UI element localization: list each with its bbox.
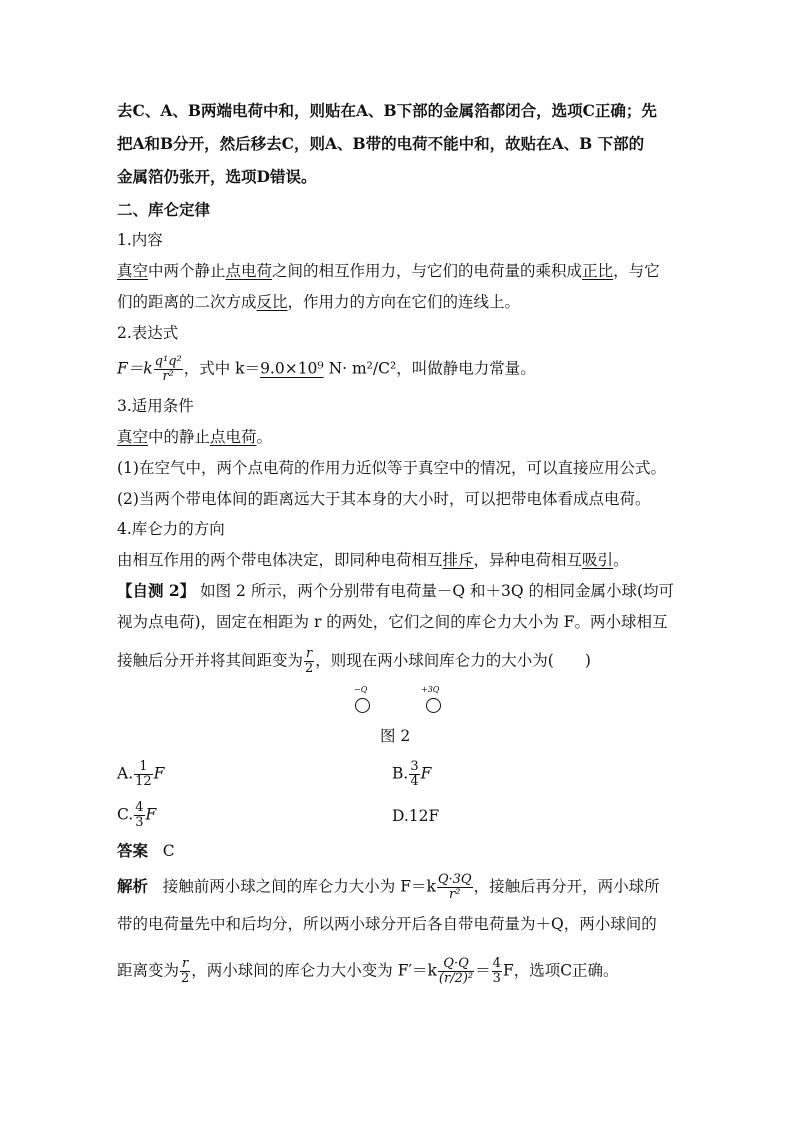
text: ，与它 <box>613 262 660 280</box>
text: 们的距离的二次方成 <box>117 293 257 311</box>
s3-item1: (1)在空气中，两个点电荷的作用力近似等于真空中的情况，可以直接应用公式。 <box>117 459 666 477</box>
option-c <box>117 801 156 830</box>
analysis-fraction-3 <box>438 957 474 986</box>
blank-constant: 9.0×10⁹ <box>260 359 324 378</box>
option-a-fraction <box>134 760 153 789</box>
s4-heading: 4.库仑力的方向 <box>117 520 225 538</box>
option-d: D.12F <box>392 807 440 825</box>
para1-line2: 把A和B分开，然后移去C，则A、B带的电荷不能中和，故贴在A、B 下部的 <box>117 134 645 153</box>
fraction-numerator: 1 <box>134 760 153 775</box>
option-b-suffix: F <box>420 764 432 783</box>
text: 距离变为 <box>117 961 180 980</box>
s1-heading: 1.内容 <box>117 231 163 249</box>
blank-attract: 吸引 <box>582 551 614 569</box>
text: ，接触后再分开，两小球所 <box>473 877 660 896</box>
fraction-numerator: 3 <box>410 759 419 774</box>
analysis-line3 <box>117 957 677 986</box>
para1-line1: 去C、A、B两端电荷中和，则贴在A、B下部的金属箔都闭合，选项C正确；先 <box>117 101 657 120</box>
option-b-prefix: B. <box>392 764 409 783</box>
option-c-prefix: C. <box>117 805 134 824</box>
question-line3 <box>117 647 677 676</box>
question-tag: 【自测 2】 <box>117 581 196 600</box>
text: ，异种电荷相互 <box>473 551 583 569</box>
answer-value: C <box>162 842 175 860</box>
fraction-denominator: 3 <box>492 971 501 986</box>
fraction-denominator: 4 <box>410 774 419 789</box>
charge-label-right: +3Q <box>421 685 440 694</box>
s3-heading: 3.适用条件 <box>117 397 194 415</box>
text: ，作用力的方向在它们的连线上。 <box>287 293 521 311</box>
analysis-line2: 带的电荷量先中和后均分，所以两小球分开后各自带电荷量为＋Q，两小球间的 <box>117 915 657 933</box>
s4-line1 <box>117 549 677 571</box>
option-b-fraction <box>409 760 419 789</box>
text: N· m²/C²，叫做静电力常量。 <box>323 359 536 378</box>
fraction-denominator: r² <box>449 887 461 902</box>
fraction-numerator: r <box>180 957 190 972</box>
option-c-suffix: F <box>145 805 157 824</box>
fraction-denominator: 3 <box>135 815 144 830</box>
figure-caption: 图 2 <box>380 727 411 745</box>
answer-label: 答案 <box>117 841 149 860</box>
fraction-numerator: r <box>304 647 314 662</box>
s1-line1 <box>117 260 677 282</box>
fraction-numerator: q¹q² <box>154 354 182 369</box>
analysis-fraction-1 <box>437 873 473 902</box>
section-title: 二、库仑定律 <box>117 200 211 219</box>
blank-vacuum: 真空 <box>117 262 149 280</box>
analysis-label: 解析 <box>117 876 149 896</box>
figure-charges <box>340 683 460 723</box>
s3-item2: (2)当两个带电体间的距离远大于其本身的大小时，可以把带电体看成点电荷。 <box>117 490 651 508</box>
option-a-suffix: F <box>153 764 165 783</box>
option-c-fraction <box>134 801 144 830</box>
fraction-numerator: 4 <box>492 956 501 971</box>
blank-direct-proportion: 正比 <box>582 262 614 280</box>
text: 接触后分开并将其间距变为 <box>117 651 304 670</box>
text: 接触前两小球之间的库仑力大小为 F＝k <box>162 877 436 896</box>
analysis-fraction-4 <box>492 957 502 986</box>
text: 中的静止 <box>148 428 211 446</box>
text: 。 <box>613 551 629 569</box>
s1-line2 <box>117 291 677 313</box>
blank-inverse-proportion: 反比 <box>256 293 288 311</box>
analysis-line1 <box>117 873 677 902</box>
text: ，式中 k＝ <box>183 359 261 378</box>
formula-fraction <box>154 355 183 384</box>
text: ，两小球间的库仑力大小变为 F′＝k <box>191 961 437 980</box>
blank-point-charge-2: 点电荷 <box>210 428 257 446</box>
text: ＝ <box>475 961 491 980</box>
fraction-numerator: Q·3Q <box>437 872 472 887</box>
fraction-r-over-2 <box>304 647 314 676</box>
ball-left <box>355 698 370 713</box>
blank-point-charge: 点电荷 <box>225 262 273 280</box>
analysis-fraction-2 <box>180 957 190 986</box>
s2-formula-line <box>117 355 677 384</box>
charge-label-left: −Q <box>354 685 368 694</box>
fraction-denominator: r² <box>162 369 174 384</box>
question-line1 <box>117 580 677 602</box>
option-b <box>392 760 431 789</box>
s3-line1 <box>117 426 677 448</box>
fraction-numerator: Q·Q <box>438 957 474 972</box>
question-line2: 视为点电荷)，固定在相距为 r 的两处，它们之间的库仑力大小为 F。两小球相互 <box>117 613 668 631</box>
option-a-prefix: A. <box>117 764 134 783</box>
answer-line <box>117 840 677 862</box>
text: 中两个静止 <box>148 262 226 280</box>
blank-repel: 排斥 <box>442 551 474 569</box>
fraction-denominator: 2 <box>305 661 314 676</box>
fraction-denominator: 12 <box>135 774 152 789</box>
fraction-numerator: 4 <box>135 800 144 815</box>
text: ，则现在两小球间库仑力的大小为( ) <box>315 651 591 670</box>
para1-line3: 金属箔仍张开，选项D错误。 <box>117 167 317 186</box>
text: 。 <box>256 428 273 446</box>
formula-lhs: F＝k <box>117 359 153 378</box>
text: 如图 2 所示，两个分别带有电荷量－Q 和＋3Q 的相同金属小球(均可 <box>195 582 675 600</box>
text: 由相互作用的两个带电体决定，即同种电荷相互 <box>117 551 443 569</box>
ball-right <box>426 698 441 713</box>
fraction-denominator: (r/2)² <box>438 971 474 986</box>
text: 之间的相互作用力，与它们的电荷量的乘积成 <box>272 262 583 280</box>
blank-vacuum-2: 真空 <box>117 428 149 446</box>
text: F，选项C正确。 <box>502 961 619 980</box>
s2-heading: 2.表达式 <box>117 324 179 342</box>
option-a <box>117 760 164 789</box>
fraction-denominator: 2 <box>181 971 190 986</box>
